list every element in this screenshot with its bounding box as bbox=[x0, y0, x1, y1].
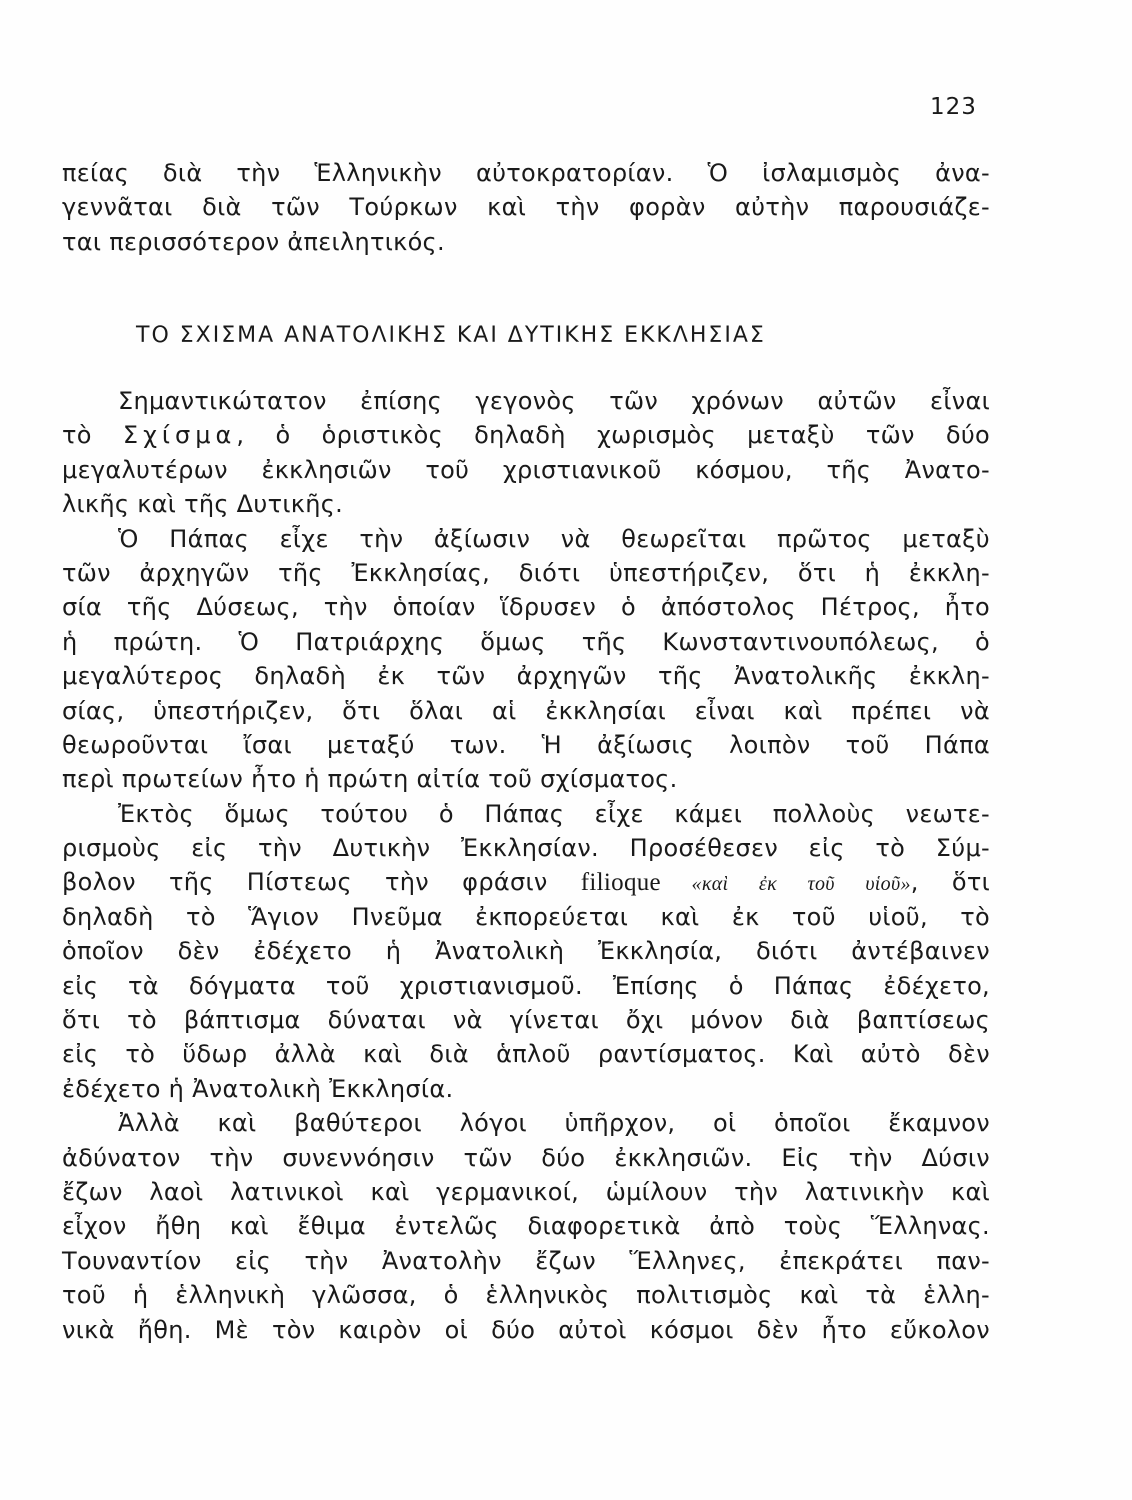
text-line: γεννᾶται διὰ τῶν Τούρκων καὶ τὴν φορὰν αὐτὴν παρουσιάζε- bbox=[62, 193, 990, 222]
text-line: μεγαλύτερος δηλαδὴ ἐκ τῶν ἀρχηγῶν τῆς Ἀνατολικῆς ἐκκλη- bbox=[62, 662, 990, 691]
section-body bbox=[62, 384, 990, 1347]
text-line: Ἀλλὰ καὶ βαθύτεροι λόγοι ὑπῆρχον, οἱ ὁποῖοι ἔκαμνον bbox=[118, 1109, 990, 1138]
text-line: ἀδύνατον τὴν συνεννόησιν τῶν δύο ἐκκλησιῶν. Εἰς τὴν Δύσιν bbox=[62, 1143, 990, 1172]
text-line: σία τῆς Δύσεως, τὴν ὁποίαν ἵδρυσεν ὁ ἀπόστολος Πέτρος, ἦτο bbox=[62, 593, 990, 622]
text-line bbox=[62, 418, 990, 452]
text-line: ὅτι τὸ βάπτισμα δύναται νὰ γίνεται ὄχι μόνον διὰ βαπτίσεως bbox=[62, 1006, 990, 1035]
text-line: θεωροῦνται ἴσαι μεταξύ των. Ἡ ἀξίωσις λοιπὸν τοῦ Πάπα bbox=[62, 730, 990, 759]
text-span: τὸ bbox=[62, 421, 123, 450]
text-span: βολον τῆς Πίστεως τὴν φράσιν bbox=[62, 868, 581, 897]
text-line: περὶ πρωτείων ἦτο ἡ πρώτη αἰτία τοῦ σχίσματος. bbox=[62, 765, 678, 794]
text-line: νικὰ ἤθη. Μὲ τὸν καιρὸν οἱ δύο αὐτοὶ κόσμοι δὲν ἦτο εὔκολον bbox=[62, 1315, 990, 1344]
text-line: ὁποῖον δὲν ἐδέχετο ἡ Ἀνατολικὴ Ἐκκλησία, διότι ἀντέβαινεν bbox=[62, 937, 990, 966]
text-line: εἰς τὰ δόγματα τοῦ χριστιανισμοῦ. Ἐπίσης ὁ Πάπας ἐδέχετο, bbox=[62, 971, 990, 1000]
text-line: λικῆς καὶ τῆς Δυτικῆς. bbox=[62, 490, 344, 519]
text-line: πείας διὰ τὴν Ἑλληνικὴν αὐτοκρατορίαν. Ὁ ἰσλαμισμὸς ἀνα- bbox=[62, 159, 990, 187]
text-line: ἐδέχετο ἡ Ἀνατολικὴ Ἐκκλησία. bbox=[62, 1074, 454, 1103]
latin-term: filioque bbox=[580, 869, 661, 897]
section-heading: ΤΟ ΣΧΙΣΜΑ ΑΝΑΤΟΛΙΚΗΣ ΚΑΙ ΔΥΤΙΚΗΣ ΕΚΚΛΗΣΙΑΣ bbox=[136, 323, 766, 348]
text-line: Ἐκτὸς ὅμως τούτου ὁ Πάπας εἶχε κάμει πολλοὺς νεωτε- bbox=[118, 799, 990, 828]
text-line: ἔζων λαοὶ λατινικοὶ καὶ γερμανικοί, ὡμίλουν τὴν λατινικὴν καὶ bbox=[62, 1177, 990, 1206]
text-line: ται περισσότερον ἀπειλητικός. bbox=[62, 227, 445, 256]
text-line: Ὁ Πάπας εἶχε τὴν ἀξίωσιν νὰ θεωρεῖται πρῶτος μεταξὺ bbox=[118, 524, 990, 553]
text-line: μεγαλυτέρων ἐκκλησιῶν τοῦ χριστιανικοῦ κόσμου, τῆς Ἀνατο- bbox=[62, 455, 990, 484]
text-line: σίας, ὑπεστήριζεν, ὅτι ὅλαι αἱ ἐκκλησίαι εἶναι καὶ πρέπει νὰ bbox=[62, 696, 990, 725]
text-line: Τουναντίον εἰς τὴν Ἀνατολὴν ἔζων Ἕλληνες, ἐπεκράτει παν- bbox=[62, 1246, 990, 1275]
text-line: ρισμοὺς εἰς τὴν Δυτικὴν Ἐκκλησίαν. Προσέθεσεν εἰς τὸ Σύμ- bbox=[62, 834, 990, 863]
text-line bbox=[62, 865, 990, 899]
intro-paragraph bbox=[62, 156, 990, 259]
text-line: Σημαντικώτατον ἐπίσης γεγονὸς τῶν χρόνων αὐτῶν εἶναι bbox=[118, 387, 990, 415]
text-line: εἰς τὸ ὕδωρ ἀλλὰ καὶ διὰ ἁπλοῦ ραντίσματος. Καὶ αὐτὸ δὲν bbox=[62, 1040, 990, 1069]
text-line: ἡ πρώτη. Ὁ Πατριάρχης ὅμως τῆς Κωνσταντινουπόλεως, ὁ bbox=[62, 627, 990, 656]
text-line: τῶν ἀρχηγῶν τῆς Ἐκκλησίας, διότι ὑπεστήριζεν, ὅτι ἡ ἐκκλη- bbox=[62, 558, 990, 587]
quoted-phrase: «καὶ ἐκ τοῦ υἱοῦ» bbox=[660, 873, 911, 896]
text-span: , ὁ ὁριστικὸς δηλαδὴ χωρισμὸς μεταξὺ τῶν δύο bbox=[236, 421, 990, 450]
text-span: , ὅτι bbox=[910, 868, 991, 897]
page-number: 123 bbox=[930, 94, 977, 120]
text-line: τοῦ ἡ ἑλληνικὴ γλῶσσα, ὁ ἑλληνικὸς πολιτισμὸς καὶ τὰ ἑλλη- bbox=[62, 1281, 990, 1310]
text-line: δηλαδὴ τὸ Ἅγιον Πνεῦμα ἐκπορεύεται καὶ ἐκ τοῦ υἱοῦ, τὸ bbox=[62, 902, 990, 931]
emphasized-term: Σχίσμα bbox=[122, 421, 237, 450]
text-line: εἶχον ἤθη καὶ ἔθιμα ἐντελῶς διαφορετικὰ ἀπὸ τοὺς Ἕλληνας. bbox=[62, 1212, 990, 1241]
